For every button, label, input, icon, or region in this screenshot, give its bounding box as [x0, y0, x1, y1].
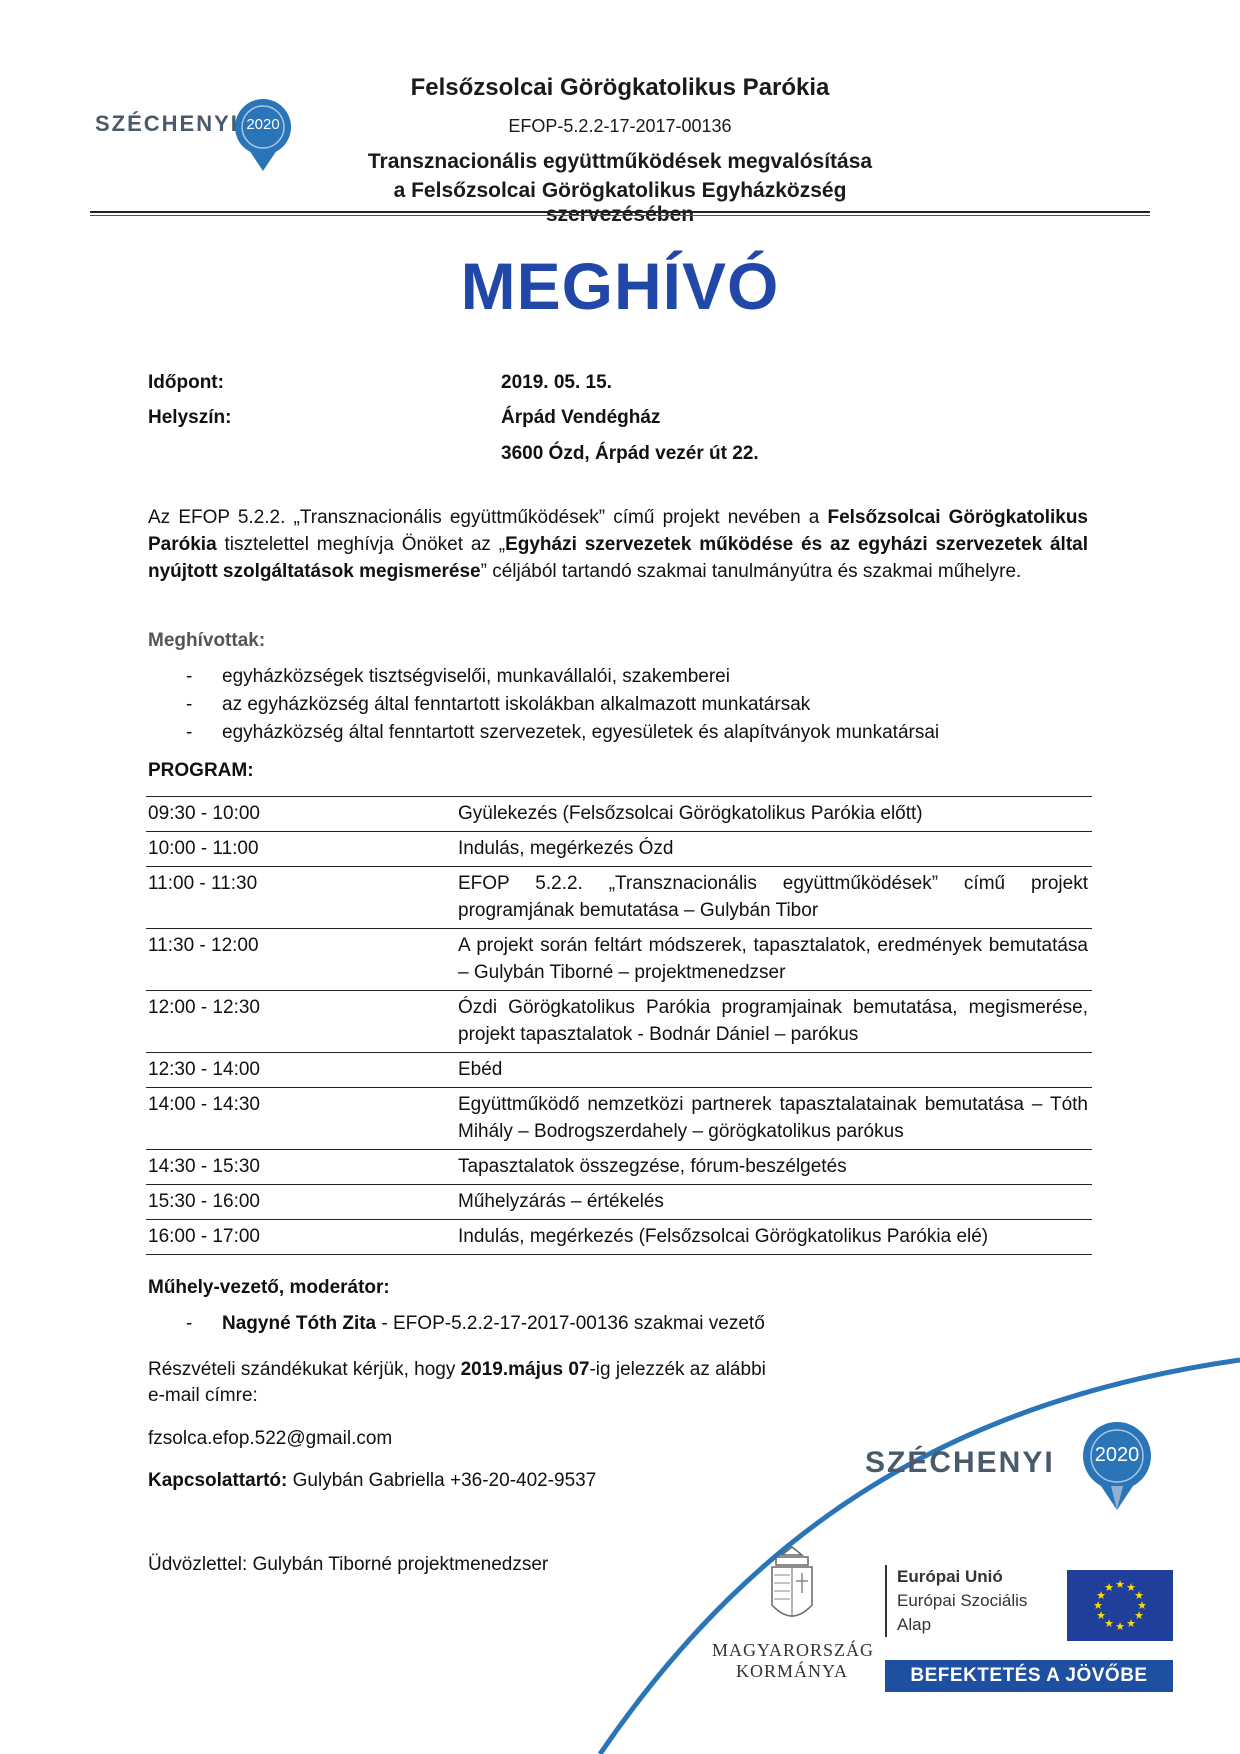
reply-text-1: Részvételi szándékukat kérjük, hogy — [148, 1359, 461, 1380]
intro-text-3: ” céljából tartandó szakmai tanulmányútra és szakmai műhelyre. — [480, 561, 1022, 582]
activity-cell: Tapasztalatok összegzése, fórum-beszélgetés — [456, 1150, 1092, 1185]
activity-cell: Műhelyzárás – értékelés — [456, 1185, 1092, 1220]
list-item — [148, 691, 1108, 719]
svg-text:★: ★ — [1096, 1589, 1106, 1602]
intro-paragraph — [148, 504, 1088, 585]
svg-text:★: ★ — [1126, 1581, 1136, 1594]
moderator-role: - EFOP-5.2.2-17-2017-00136 szakmai vezető — [376, 1313, 765, 1334]
time-cell: 09:30 - 10:00 — [146, 797, 456, 832]
invitee-text: egyházközség által fenntartott szervezetek, egyesületek és alapítványok munkatársai — [222, 722, 940, 743]
header-divider-thin — [90, 215, 1150, 216]
time-cell: 14:00 - 14:30 — [146, 1088, 456, 1150]
time-cell: 12:30 - 14:00 — [146, 1053, 456, 1088]
szechenyi-2020-logo — [95, 95, 295, 175]
activity-cell: Gyülekezés (Felsőzsolcai Görögkatolikus Parókia előtt) — [456, 797, 1092, 832]
greeting: Üdvözlettel: Gulybán Tiborné projektmenedzser — [148, 1554, 549, 1575]
invitee-text: egyházközségek tisztségviselői, munkavállalói, szakemberei — [222, 666, 730, 687]
table-row — [146, 832, 1092, 867]
time-cell: 11:30 - 12:00 — [146, 929, 456, 991]
contact-label: Kapcsolattartó: — [148, 1470, 288, 1491]
program-label: PROGRAM: — [148, 760, 254, 781]
place-value: Árpád Vendégház — [501, 407, 661, 428]
invitees-list — [148, 663, 1108, 747]
contact-value: Gulybán Gabriella +36-20-402-9537 — [287, 1470, 597, 1491]
activity-cell: Indulás, megérkezés Ózd — [456, 832, 1092, 867]
list-item — [148, 663, 1108, 691]
email-link[interactable]: fzsolca.efop.522@gmail.com — [148, 1428, 393, 1449]
subtitle-line-2: a Felsőzsolcai Görögkatolikus Egyházközség — [393, 179, 847, 202]
organization-name: Felsőzsolcai Görögkatolikus Parókia — [410, 74, 830, 101]
time-cell: 12:00 - 12:30 — [146, 991, 456, 1053]
subtitle-line-1: Transznacionális együttműködések megvalósítása — [367, 150, 873, 173]
time-cell: 14:30 - 15:30 — [146, 1150, 456, 1185]
eu-label — [885, 1565, 1077, 1637]
intro-text-1: Az EFOP 5.2.2. „Transznacionális együttműködések” című projekt nevében a — [148, 507, 828, 528]
invitees-label: Meghívottak: — [148, 630, 266, 651]
bullet-dash: - — [186, 666, 193, 687]
gov-line-2: KORMÁNYA — [735, 1661, 848, 1681]
svg-text:★: ★ — [1126, 1617, 1136, 1630]
eu-line-3: Alap — [897, 1615, 932, 1634]
place-label: Helyszín: — [148, 407, 232, 428]
address-value: 3600 Ózd, Árpád vezér út 22. — [501, 443, 759, 464]
activity-cell: Ebéd — [456, 1053, 1092, 1088]
eu-line-1: Európai Unió — [897, 1567, 1003, 1586]
szechenyi-2020-footer-logo — [865, 1420, 1165, 1520]
government-emblem — [712, 1545, 875, 1695]
svg-text:★: ★ — [1134, 1609, 1144, 1622]
activity-cell: EFOP 5.2.2. „Transznacionális együttműködések” című projekt programjának bemutatása – Gulybán Tibor — [456, 867, 1092, 929]
reply-text-2: -ig jelezzék az alábbi e-mail címre: — [148, 1359, 766, 1406]
table-row — [146, 1220, 1092, 1255]
list-item — [148, 719, 1108, 747]
intro-org: Felsőzsolcai Görögkatolikus Parókia — [148, 507, 1088, 555]
table-row — [146, 1053, 1092, 1088]
svg-text:★: ★ — [1096, 1609, 1106, 1622]
invitee-text: az egyházközség által fenntartott iskolákban alkalmazott munkatársak — [222, 694, 811, 715]
table-row — [146, 991, 1092, 1053]
contact-line — [148, 1470, 596, 1492]
time-cell: 10:00 - 11:00 — [146, 832, 456, 867]
svg-text:★: ★ — [1115, 1620, 1125, 1633]
intro-text-2: tisztelettel meghívja Önöket az „ — [216, 534, 506, 555]
invest-banner: BEFEKTETÉS A JÖVŐBE — [885, 1660, 1173, 1692]
table-row — [146, 1185, 1092, 1220]
time-cell: 15:30 - 16:00 — [146, 1185, 456, 1220]
svg-text:★: ★ — [1104, 1581, 1114, 1594]
moderator-label: Műhely-vezető, moderátor: — [148, 1277, 390, 1298]
reply-deadline: 2019.május 07 — [460, 1359, 590, 1380]
bullet-dash: - — [186, 694, 193, 715]
bullet-dash: - — [186, 1313, 193, 1334]
footer-logo-year: 2020 — [1094, 1444, 1140, 1466]
eu-flag-icon — [1067, 1570, 1173, 1641]
intro-topic: Egyházi szervezetek működése és az egyházi szervezetek által nyújtott szolgáltatások megismerése — [148, 534, 1088, 582]
time-cell: 16:00 - 17:00 — [146, 1220, 456, 1255]
moderator-name: Nagyné Tóth Zita — [222, 1313, 377, 1334]
date-label: Időpont: — [148, 372, 224, 393]
coat-of-arms-icon — [762, 1545, 822, 1635]
svg-text:★: ★ — [1104, 1617, 1114, 1630]
activity-cell: Indulás, megérkezés (Felsőzsolcai Görögkatolikus Parókia elé) — [456, 1220, 1092, 1255]
eu-line-2: Európai Szociális — [897, 1591, 1028, 1610]
svg-text:★: ★ — [1115, 1578, 1125, 1591]
table-row — [146, 1088, 1092, 1150]
logo-year: 2020 — [246, 116, 280, 133]
reply-request — [148, 1357, 788, 1409]
table-row — [146, 867, 1092, 929]
activity-cell: A projekt során feltárt módszerek, tapasztalatok, eredmények bemutatása – Gulybán Tiborné – projektmenedzser — [456, 929, 1092, 991]
svg-text:★: ★ — [1093, 1599, 1103, 1612]
table-row — [146, 1150, 1092, 1185]
program-table — [146, 796, 1092, 1255]
logo-text: SZÉCHENYI — [95, 111, 239, 136]
date-value: 2019. 05. 15. — [501, 372, 612, 393]
activity-cell: Együttműködő nemzetközi partnerek tapasztalatainak bemutatása – Tóth Mihály – Bodrogszerdahely – görögkatolikus parókus — [456, 1088, 1092, 1150]
bullet-dash: - — [186, 722, 193, 743]
moderator-item — [148, 1313, 765, 1335]
footer-logo-text: SZÉCHENYI — [865, 1446, 1055, 1479]
time-cell: 11:00 - 11:30 — [146, 867, 456, 929]
gov-line-1: MAGYARORSZÁG — [712, 1640, 875, 1660]
svg-text:★: ★ — [1134, 1589, 1144, 1602]
header-divider — [90, 211, 1150, 213]
page-title: MEGHÍVÓ — [460, 249, 780, 323]
svg-text:★: ★ — [1137, 1599, 1147, 1612]
table-row — [146, 797, 1092, 832]
table-row — [146, 929, 1092, 991]
activity-cell: Ózdi Görögkatolikus Parókia programjainak bemutatása, megismerése, projekt tapasztalatok - Bodnár Dániel – parókus — [456, 991, 1092, 1053]
project-code: EFOP-5.2.2-17-2017-00136 — [508, 116, 732, 136]
